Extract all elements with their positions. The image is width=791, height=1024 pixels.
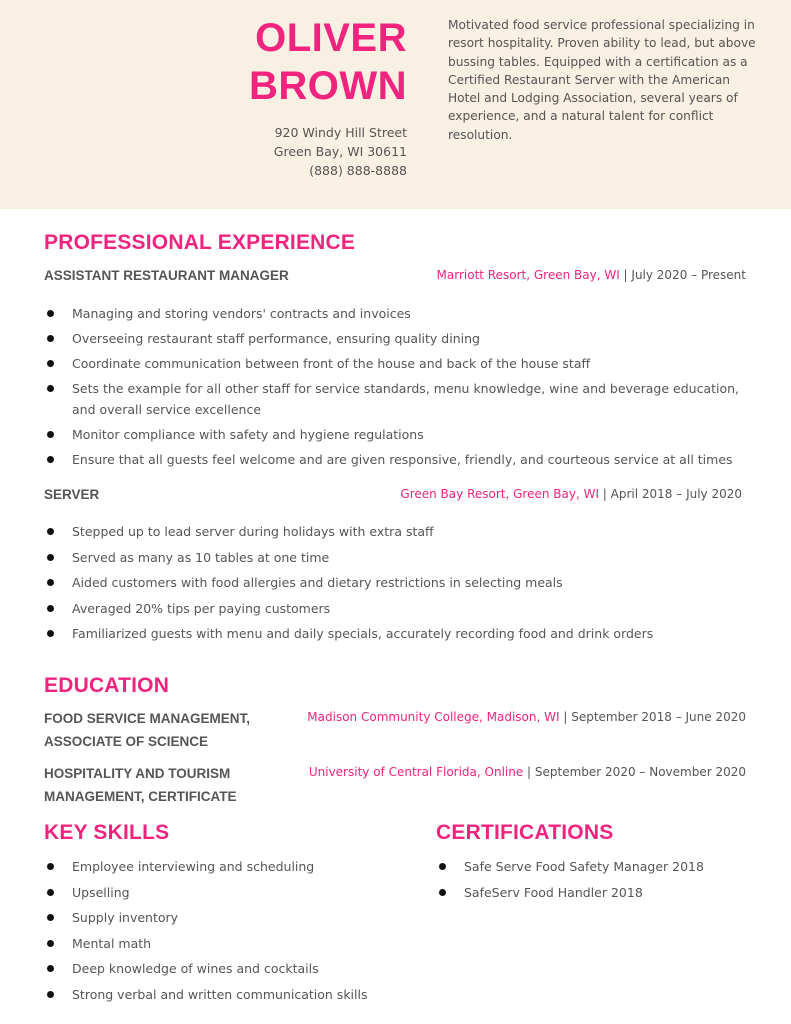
professional-summary: Motivated food service professional specializing in resort hospitality. Proven ability to lead, but above bussing tables. Equipped with a certification as a Certified Restaurant Server with the American Hotel and Lodging Association, several years of experience, and a natural talent for conflict resolution. (448, 18, 756, 142)
degree-line-2: ASSOCIATE OF SCIENCE (44, 734, 209, 749)
address-line-1: 920 Windy Hill Street (274, 125, 407, 140)
list-item: Coordinate communication between front of the house and back of the house staff (44, 353, 744, 374)
list-item: Stepped up to lead server during holidays with extra staff (44, 521, 744, 542)
degree-line-1: FOOD SERVICE MANAGEMENT, (44, 711, 251, 726)
job-title: SERVER (44, 487, 100, 502)
list-item: Ensure that all guests feel welcome and are given responsive, friendly, and courteous service at all times (44, 449, 744, 470)
certifications-list (436, 856, 756, 903)
list-item: Managing and storing vendors' contracts and invoices (44, 303, 744, 324)
meta-separator: | (619, 268, 632, 282)
last-name: BROWN (248, 64, 407, 108)
phone-number: (888) 888-8888 (309, 163, 407, 178)
section-title-education: EDUCATION (44, 674, 170, 697)
list-item: Sets the example for all other staff for service standards, menu knowledge, wine and beverage education, and overall service excellence (44, 378, 744, 420)
list-item: Employee interviewing and scheduling (44, 856, 404, 877)
meta-separator: | (559, 710, 572, 724)
degree-title (44, 707, 250, 753)
list-item: Monitor compliance with safety and hygiene regulations (44, 424, 744, 445)
list-item: Overseeing restaurant staff performance, ensuring quality dining (44, 328, 744, 349)
job-meta (400, 486, 742, 502)
list-item: Deep knowledge of wines and cocktails (44, 958, 404, 979)
list-item: Familiarized guests with menu and daily specials, accurately recording food and drink orders (44, 623, 744, 644)
school-name: Madison Community College, Madison, WI (307, 710, 560, 724)
job-dates: April 2018 – July 2020 (610, 487, 742, 501)
address-line-2: Green Bay, WI 30611 (273, 144, 407, 159)
education-dates: September 2020 – November 2020 (534, 765, 746, 779)
job-employer: Marriott Resort, Green Bay, WI (436, 268, 620, 282)
resume-header (0, 0, 791, 209)
skills-list (44, 856, 404, 1005)
first-name: OLIVER (255, 16, 407, 60)
list-item: Upselling (44, 882, 404, 903)
education-dates: September 2018 – June 2020 (571, 710, 746, 724)
job-title: ASSISTANT RESTAURANT MANAGER (44, 268, 289, 283)
name-block (107, 14, 407, 110)
list-item: Supply inventory (44, 907, 404, 928)
degree-line-2: MANAGEMENT, CERTIFICATE (44, 789, 237, 804)
job-dates: July 2020 – Present (631, 268, 746, 282)
job-bullets (44, 521, 744, 644)
education-meta (309, 764, 746, 780)
meta-separator: | (523, 765, 535, 779)
job-employer: Green Bay Resort, Green Bay, WI (400, 487, 599, 501)
contact-info (274, 123, 407, 180)
school-name: University of Central Florida, Online (308, 765, 524, 779)
section-title-certifications: CERTIFICATIONS (436, 821, 614, 844)
degree-title (44, 762, 237, 808)
list-item: SafeServ Food Handler 2018 (436, 882, 756, 903)
section-title-experience: PROFESSIONAL EXPERIENCE (44, 231, 356, 254)
job-bullets (44, 303, 744, 470)
list-item: Safe Serve Food Safety Manager 2018 (436, 856, 756, 877)
education-meta (307, 709, 746, 725)
job-meta (437, 267, 746, 283)
degree-line-1: HOSPITALITY AND TOURISM (44, 766, 231, 781)
list-item: Strong verbal and written communication skills (44, 984, 404, 1005)
meta-separator: | (598, 487, 611, 501)
list-item: Served as many as 10 tables at one time (44, 547, 744, 568)
section-title-skills: KEY SKILLS (44, 821, 170, 844)
list-item: Mental math (44, 933, 404, 954)
list-item: Aided customers with food allergies and dietary restrictions in selecting meals (44, 572, 744, 593)
list-item: Averaged 20% tips per paying customers (44, 598, 744, 619)
